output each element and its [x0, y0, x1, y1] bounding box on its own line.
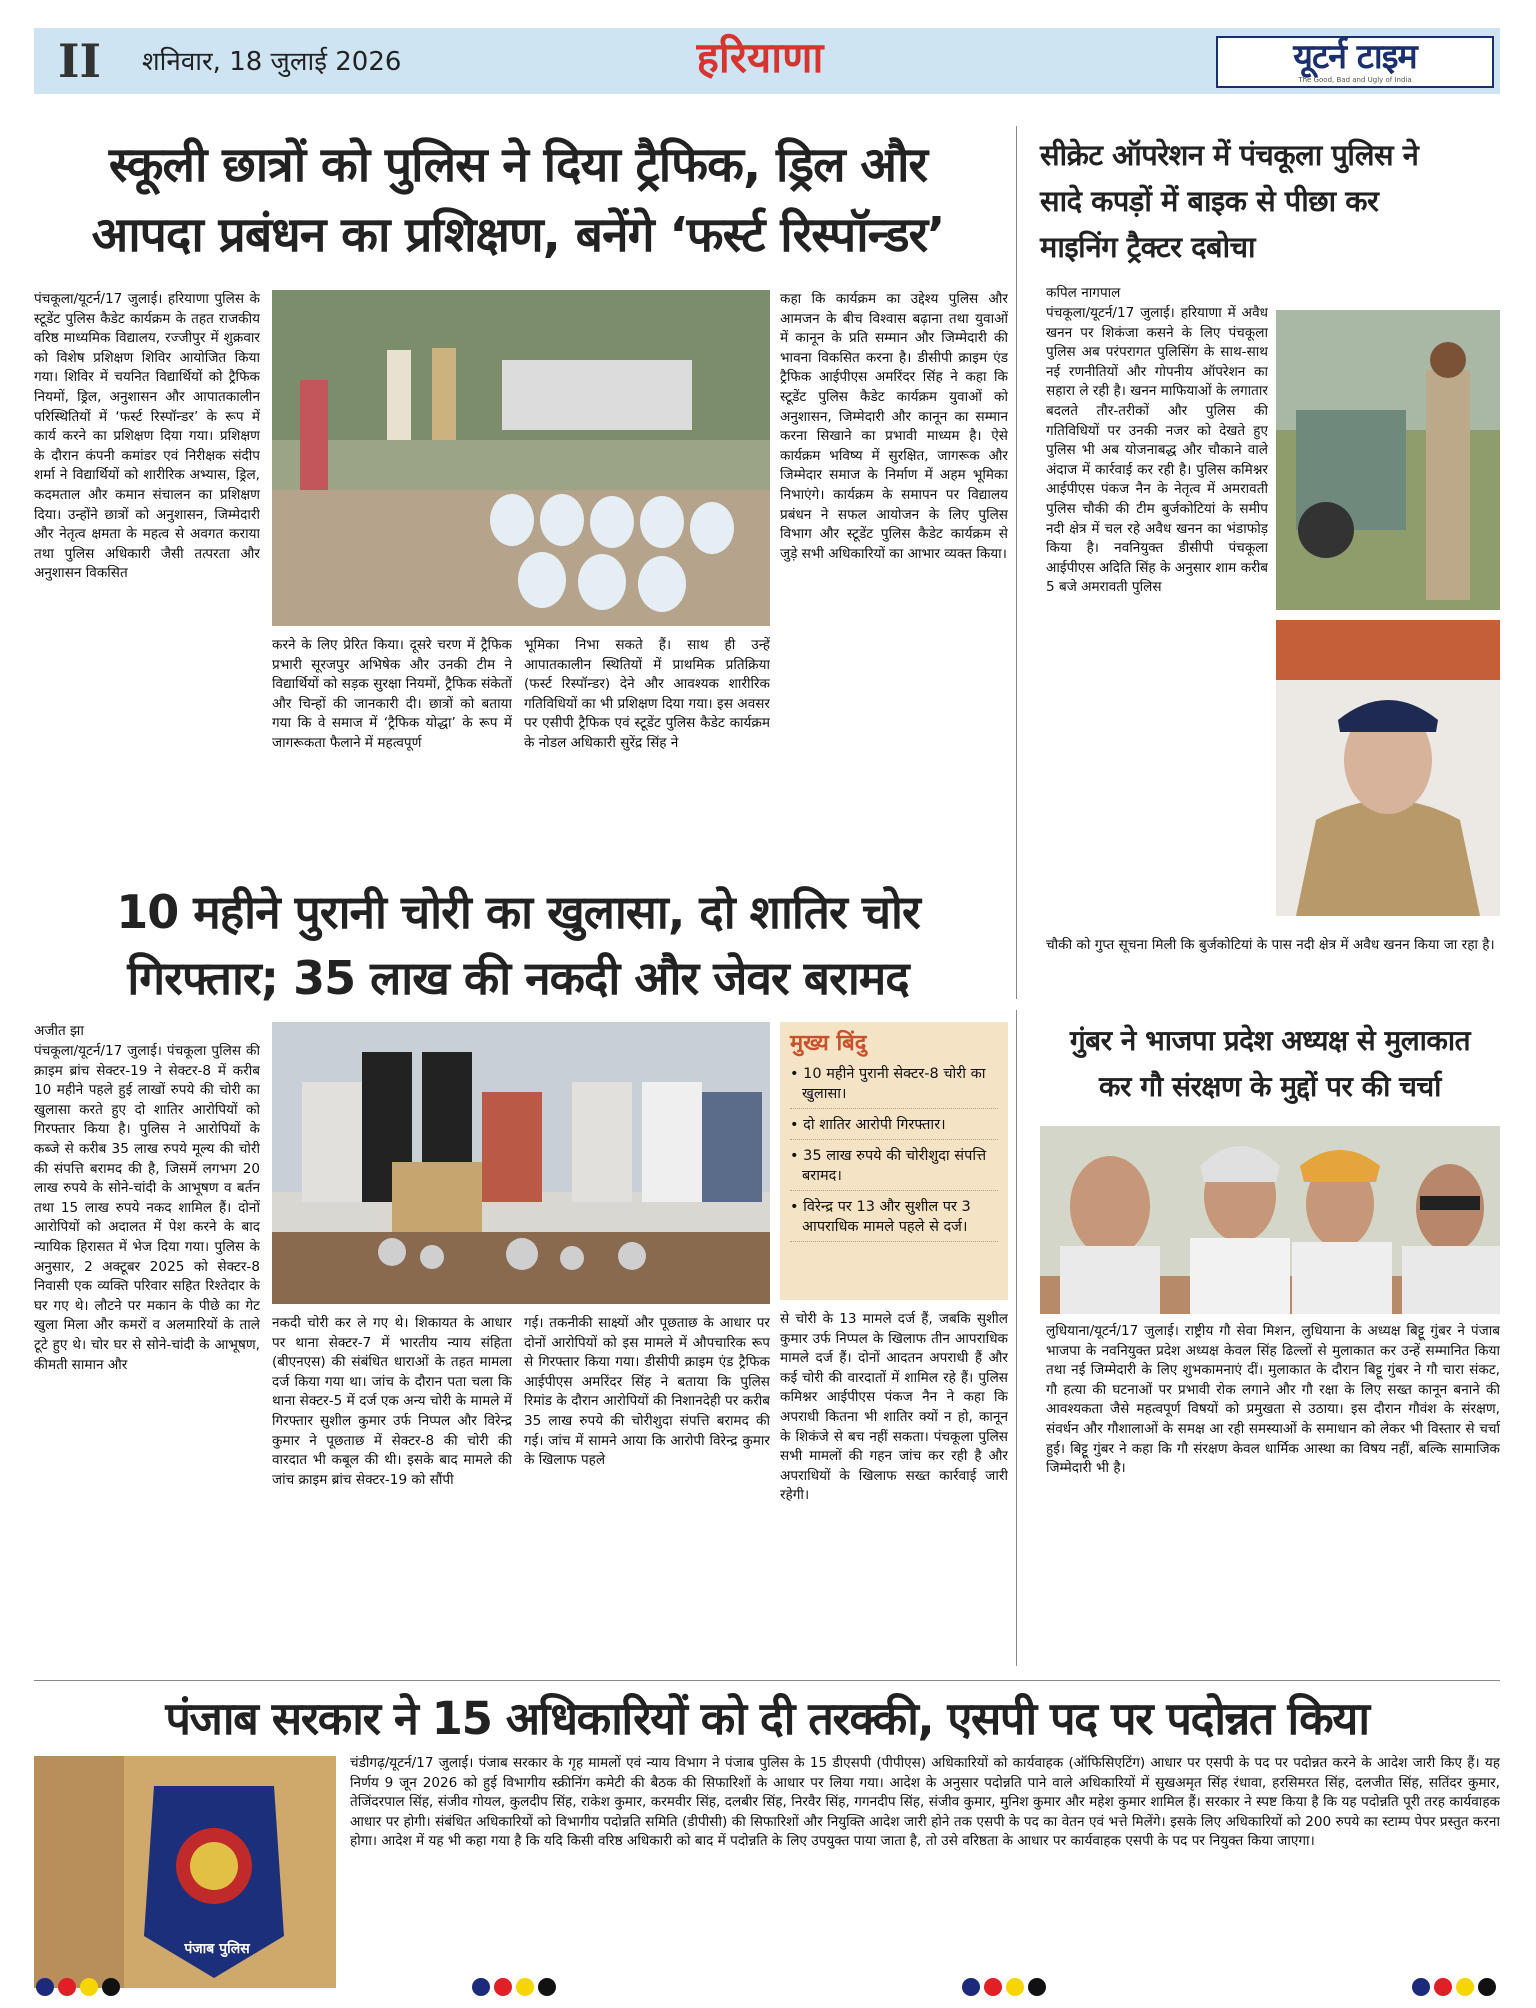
badge-text: पंजाब पुलिस — [184, 1941, 250, 1957]
story3-column-3: गई। तकनीकी साक्ष्यों और पूछताछ के आधार पर दोनों आरोपियों को इस मामले में औपचारिक रूप से गिरफ्तार किया गया। डीसीपी क्राइम एंड ट्रैफिक आईपीएस अमरिंदर सिंह ने बताया कि पुलिस रिमांड के दौरान आरोपियों की निशानदेही पर करीब 35 लाख रुपये की चोरीशुदा संपत्ति बरामद की गई। जांच में सामने आया कि आरोपी विरेन्द्र कुमार के खिलाफ पहले — [524, 1315, 770, 1469]
story3-photo — [272, 1022, 770, 1304]
registration-dot — [472, 1978, 490, 1996]
key-points-list — [790, 1064, 998, 1242]
section-title: हरियाणा — [696, 33, 824, 82]
punjab-police-badge-photo — [34, 1756, 336, 1988]
story3-byline: अजीत झा — [34, 1023, 84, 1039]
registration-dot — [516, 1978, 534, 1996]
registration-dot — [1478, 1978, 1496, 1996]
story2-headline-line3: माइनिंग ट्रैक्टर दबोचा — [1040, 230, 1256, 264]
story2-headline-line2: सादे कपड़ों में बाइक से पीछा कर — [1040, 184, 1379, 218]
story1-headline-line2: आपदा प्रबंधन का प्रशिक्षण, बनेंगे ‘फर्स्ट रिस्पॉन्डर’ — [91, 207, 945, 263]
story4-headline-line1: गुंबर ने भाजपा प्रदेश अध्यक्ष से मुलाकात — [1069, 1024, 1471, 1057]
registration-marks-center — [470, 1978, 558, 2000]
column-rule — [1016, 1010, 1017, 1666]
issue-date: शनिवार, 18 जुलाई 2026 — [142, 47, 402, 77]
section-rule — [34, 1680, 1500, 1681]
registration-dot — [1006, 1978, 1024, 1996]
story2-photo-tractor — [1276, 310, 1500, 610]
story1-column-2: करने के लिए प्रेरित किया। दूसरे चरण में ट्रैफिक प्रभारी सूरजपुर अभिषेक और उनकी टीम ने विद्यार्थियों को सड़क सुरक्षा नियमों, ट्रैफिक संकेतों और चिन्हों की जानकारी दी। छात्रों को बताया गया कि वे समाज में ‘ट्रैफिक योद्धा’ के रूप में जागरूकता फैलाने में महत्वपूर्ण — [272, 637, 512, 751]
story2-byline: कपिल नागपाल — [1046, 285, 1121, 301]
registration-dot — [1412, 1978, 1430, 1996]
paper-name: यूटर्न टाइम — [1293, 37, 1417, 77]
key-point-item: • दो शातिर आरोपी गिरफ्तार। — [790, 1115, 998, 1140]
registration-dot — [102, 1978, 120, 1996]
registration-marks-right-1 — [960, 1978, 1048, 2000]
registration-dot — [538, 1978, 556, 1996]
registration-marks-left — [34, 1978, 122, 2000]
story3-headline-line2: गिरफ्तार; 35 लाख की नकदी और जेवर बरामद — [127, 951, 909, 1005]
registration-dot — [1434, 1978, 1452, 1996]
story3-headline-line1: 10 महीने पुरानी चोरी का खुलासा, दो शातिर चोर — [116, 885, 920, 939]
paper-logo — [1216, 36, 1494, 88]
registration-dot — [58, 1978, 76, 1996]
registration-marks-right-2 — [1410, 1978, 1498, 2000]
key-point-item: • विरेन्द्र पर 13 और सुशील पर 3 आपराधिक मामले पहले से दर्ज। — [790, 1197, 998, 1242]
column-rule — [1016, 126, 1017, 999]
key-point-item: • 35 लाख रुपये की चोरीशुदा संपत्ति बरामद। — [790, 1146, 998, 1191]
story5-body: चंडीगढ़/यूटर्न/17 जुलाई। पंजाब सरकार के गृह मामलों एवं न्याय विभाग ने पंजाब पुलिस के 15 डीएसपी (पीपीएस) अधिकारियों को कार्यवाहक (ऑफिसिएटिंग) आधार पर एसपी के पद पर पदोन्नत करने के आदेश जारी किए हैं। यह निर्णय 9 जून 2026 को हुई विभागीय स्क्रीनिंग कमेटी की बैठक की सिफारिशों के आधार पर लिया गया। आदेश के अनुसार पदोन्नति पाने वाले अधिकारियों में सुखअमृत सिंह रंधावा, हरसिमरत सिंह, दलजीत सिंह, सतिंदर कुमार, तेजिंदरपाल सिंह, संजीव गोयल, कुलदीप सिंह, राकेश कुमार, करमवीर सिंह, दलबीर सिंह, निरवैर सिंह, गगनदीप सिंह, संजीव कुमार, मुनिश कुमार और महेश कुमार शामिल हैं। सरकार ने स्पष्ट किया है कि यह पदोन्नति पूरी तरह कार्यवाहक आधार पर होगी। संबंधित अधिकारियों को विभागीय पदोन्नति समिति (डीपीसी) की सिफारिशों और नियुक्ति आदेश जारी होने तक एसपी के पद का वेतन एवं भत्ते मिलेंगे। इसके लिए अधिकारियों को 200 रुपये का स्टाम्प पेपर प्रस्तुत करना होगा। आदेश में यह भी कहा गया है कि यदि किसी वरिष्ठ अधिकारी को बाद में पदोन्नति के लिए उपयुक्त पाया जाता है, तो उसे वरिष्ठता के आधार पर कार्यवाहक एसपी के पद पर नियुक्त किया जाएगा। — [350, 1755, 1500, 1850]
story2-headline-line1: सीक्रेट ऑपरेशन में पंचकूला पुलिस ने — [1040, 138, 1419, 172]
story1-column-3: भूमिका निभा सकते हैं। साथ ही उन्हें आपातकालीन स्थितियों में प्राथमिक प्रतिक्रिया (फर्स्ट रिस्पॉन्डर) देने और आवश्यक शारीरिक गतिविधियों का भी प्रशिक्षण दिया गया। इस अवसर पर एसीपी ट्रैफिक एवं स्टूडेंट पुलिस कैडेट कार्यक्रम के नोडल अधिकारी सुरेंद्र सिंह ने — [524, 637, 770, 751]
paper-tagline: The Good, Bad and Ugly of India — [1298, 76, 1412, 84]
story2-body-wide: चौकी को गुप्त सूचना मिली कि बुर्जकोटियां के पास नदी क्षेत्र में अवैध खनन किया जा रहा है। — [1046, 937, 1495, 953]
key-point-item: • 10 महीने पुरानी सेक्टर-8 चोरी का खुलासा। — [790, 1064, 998, 1109]
key-points-title: मुख्य बिंदु — [790, 1031, 867, 1056]
registration-dot — [962, 1978, 980, 1996]
key-points-box — [780, 1022, 1008, 1300]
story1-headline-line1: स्कूली छात्रों को पुलिस ने दिया ट्रैफिक, ड्रिल और — [108, 137, 928, 193]
registration-dot — [36, 1978, 54, 1996]
registration-dot — [984, 1978, 1002, 1996]
story5-headline: पंजाब सरकार ने 15 अधिकारियों को दी तरक्की, एसपी पद पर पदोन्नत किया — [165, 1692, 1369, 1745]
page-number: II — [58, 34, 102, 88]
story4-headline-line2: कर गौ संरक्षण के मुद्दों पर की चर्चा — [1099, 1070, 1441, 1103]
story3-column-2: नकदी चोरी कर ले गए थे। शिकायत के आधार पर थाना सेक्टर-7 में भारतीय न्याय संहिता (बीएनएस) की संबंधित धाराओं के तहत मामला दर्ज किया गया था। जांच के दौरान पता चला कि थाना सेक्टर-5 में दर्ज एक अन्य चोरी के मामले में गिरफ्तार सुशील कुमार उर्फ निप्पल और विरेन्द्र कुमार ने पूछताछ में सेक्टर-8 की चोरी की वारदात भी कबूल की थी। इसके बाद मामले की जांच क्राइम ब्रांच सेक्टर-19 को सौंपी — [272, 1315, 512, 1488]
story3-column-4: से चोरी के 13 मामले दर्ज हैं, जबकि सुशील कुमार उर्फ निप्पल के खिलाफ तीन आपराधिक मामले दर्ज हैं। दोनों आदतन अपराधी हैं और कई चोरी की वारदातों में शामिल रहे हैं। पुलिस कमिश्नर आईपीएस पंकज नैन ने कहा कि अपराधी कितना भी शातिर क्यों न हो, कानून के शिकंजे से बच नहीं सकता। पंचकूला पुलिस सभी मामलों की गहन जांच कर रही है और अपराधियों के खिलाफ सख्त कार्रवाई जारी रहेगी। — [780, 1311, 1008, 1504]
story1-column-1: पंचकूला/यूटर्न/17 जुलाई। हरियाणा पुलिस के स्टूडेंट पुलिस कैडेट कार्यक्रम के तहत राजकीय वरिष्ठ माध्यमिक विद्यालय, रज्जीपुर में शुक्रवार को विशेष प्रशिक्षण शिविर आयोजित किया गया। शिविर में चयनित विद्यार्थियों को ट्रैफिक नियमों, ड्रिल, अनुशासन और आपातकालीन परिस्थितियों में ‘फर्स्ट रिस्पॉन्डर’ के रूप में कार्य करने का प्रशिक्षण दिया गया। प्रशिक्षण के दौरान कंपनी कमांडर एवं निरीक्षक संदीप शर्मा ने विद्यार्थियों को शारीरिक अभ्यास, ड्रिल, कदमताल और कमान संचालन का प्रशिक्षण दिया। उन्होंने छात्रों को अनुशासन, जिम्मेदारी और नेतृत्व क्षमता के महत्व से अवगत कराया तथा पुलिस अधिकारी जैसी तत्परता और अनुशासन विकसित — [34, 291, 260, 582]
story2-photo-officer — [1276, 620, 1500, 916]
story4-photo — [1040, 1126, 1500, 1314]
story2-body: पंचकूला/यूटर्न/17 जुलाई। हरियाणा में अवैध खनन पर शिकंजा कसने के लिए पंचकूला पुलिस अब परंपरागत पुलिसिंग के साथ-साथ नई रणनीतियों और गोपनीय ऑपरेशन का सहारा ले रही है। खनन माफियाओं के लगातार बदलते तौर-तरीकों और पुलिस की गतिविधियों पर उनकी नजर को देखते हुए पुलिस भी अब योजनाबद्ध और चौकाने वाले अंदाज में कार्रवाई कर रही है। पुलिस कमिश्नर आईपीएस पंकज नैन के नेतृत्व में अमरावती पुलिस चौकी की टीम बुर्जकोटियां के समीप नदी क्षेत्र में चल रहे अवैध खनन का भंडाफोड़ किया है। नवनियुक्त डीसीपी पंचकूला आईपीएस अदिति सिंह के अनुसार शाम करीब 5 बजे अमरावती पुलिस — [1046, 305, 1268, 596]
story3-column-1: पंचकूला/यूटर्न/17 जुलाई। पंचकूला पुलिस की क्राइम ब्रांच सेक्टर-19 ने सेक्टर-8 में करीब 10 महीने पहले हुई लाखों रुपये की चोरी का खुलासा करते हुए दो शातिर आरोपियों को गिरफ्तार किया है। पुलिस ने आरोपियों के कब्जे से करीब 35 लाख रुपये मूल्य की चोरी की संपत्ति बरामद की है, जिसमें लगभग 20 लाख रुपये के सोने-चांदी के आभूषण व बर्तन तथा 15 लाख रुपये नकद शामिल हैं। दोनों आरोपियों को अदालत में पेश करने के बाद न्यायिक हिरासत में भेज दिया गया। पुलिस के अनुसार, 2 अक्टूबर 2025 को सेक्टर-8 निवासी एक व्यक्ति परिवार सहित रिश्तेदार के घर गए थे। लौटने पर मकान के पीछे का गेट खुला मिला और कमरों व अलमारियों के ताले टूटे हुए थे। चोर घर से सोने-चांदी के आभूषण, कीमती सामान और — [34, 1043, 260, 1373]
registration-dot — [1456, 1978, 1474, 1996]
story4-body: लुधियाना/यूटर्न/17 जुलाई। राष्ट्रीय गौ सेवा मिशन, लुधियाना के अध्यक्ष बिट्टू गुंबर ने पंजाब भाजपा के नवनियुक्त प्रदेश अध्यक्ष केवल सिंह ढिल्लों से मुलाकात कर उन्हें सम्मानित किया तथा नई जिम्मेदारी के लिए शुभकामनाएं दीं। मुलाकात के दौरान बिट्टू गुंबर ने गौ चारा संकट, गौ हत्या की घटनाओं पर प्रभावी रोक लगाने और गौ रक्षा के लिए सख्त कानून बनाने की आवश्यकता जैसे महत्वपूर्ण विषयों को प्रमुखता से उठाया। इस दौरान गौवंश के संरक्षण, संवर्धन और गौशालाओं के समक्ष आ रही समस्याओं के समाधान को लेकर भी विस्तार से चर्चा हुई। बिट्टू गुंबर ने कहा कि गौ संरक्षण केवल धार्मिक आस्था का विषय नहीं, बल्कि सामाजिक जिम्मेदारी भी है। — [1046, 1323, 1500, 1477]
registration-dot — [1028, 1978, 1046, 1996]
registration-dot — [80, 1978, 98, 1996]
story1-photo — [272, 290, 770, 626]
registration-dot — [494, 1978, 512, 1996]
story1-column-4: कहा कि कार्यक्रम का उद्देश्य पुलिस और आमजन के बीच विश्वास बढ़ाना तथा युवाओं में कानून के प्रति सम्मान और जिम्मेदारी की भावना विकसित करना है। डीसीपी क्राइम एंड ट्रैफिक आईपीएस अमरिंदर सिंह ने कहा कि स्टूडेंट पुलिस कैडेट कार्यक्रम युवाओं को अनुशासन, जिम्मेदारी और कानून का सम्मान करना सिखाने का प्रभावी माध्यम है। ऐसे कार्यक्रम भविष्य में सुरक्षित, जागरूक और जिम्मेदार समाज के निर्माण में अहम भूमिका निभाएंगे। कार्यक्रम के समापन पर विद्यालय प्रबंधन ने सफल आयोजन के लिए पुलिस विभाग और स्टूडेंट पुलिस कैडेट कार्यक्रम से जुड़े सभी अधिकारियों का आभार व्यक्त किया। — [780, 291, 1008, 562]
